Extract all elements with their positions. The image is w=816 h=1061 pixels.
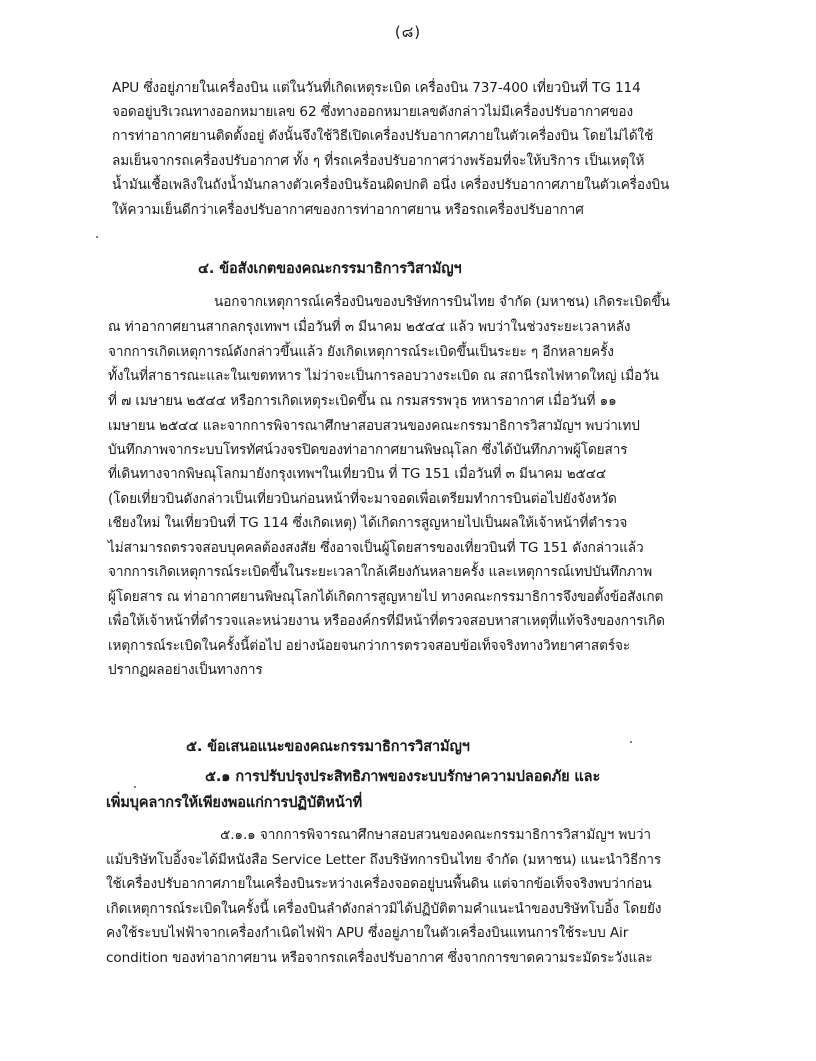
text-line: นอกจากเหตุการณ์เครื่องบินของบริษัทการบินไทย จำกัด (มหาชน) เกิดระเบิดขึ้น bbox=[214, 294, 670, 310]
section-heading-4: ๔. ข้อสังเกตของคณะกรรมาธิการวิสามัญฯ bbox=[198, 261, 462, 277]
text-line: คงใช้ระบบไฟฟ้าจากเครื่องกำเนิดไฟฟ้า APU ซึ่งอยู่ภายในตัวเครื่องบินแทนการใช้ระบบ Air bbox=[106, 925, 629, 941]
text-line: ไม่สามารถตรวจสอบบุคคลต้องสงสัย ซึ่งอาจเป็นผู้โดยสารของเที่ยวบินที่ TG 151 ดังกล่าวแล้ว bbox=[108, 540, 644, 556]
text-line: ผู้โดยสาร ณ ท่าอากาศยานพิษณุโลกได้เกิดการสูญหายไป ทางคณะกรรมาธิการจึงขอตั้งข้อสังเกต bbox=[108, 589, 664, 605]
text-line: น้ำมันเชื้อเพลิงในถังน้ำมันกลางตัวเครื่องบินร้อนผิดปกติ อนึ่ง เครื่องปรับอากาศภายในตัวเครื่องบิน bbox=[112, 177, 670, 193]
text-line: ทั้งในที่สาธารณะและในเขตทหาร ไม่ว่าจะเป็นการลอบวางระเบิด ณ สถานีรถไฟหาดใหญ่ เมื่อวัน bbox=[108, 368, 659, 384]
text-line: จากการเกิดเหตุการณ์ดังกล่าวขึ้นแล้ว ยังเกิดเหตุการณ์ระเบิดขึ้นเป็นระยะ ๆ อีกหลายครั้ง bbox=[108, 344, 614, 360]
text-line: เมษายน ๒๕๔๔ และจากการพิจารณาศึกษาสอบสวนของคณะกรรมาธิการวิสามัญฯ พบว่าเทป bbox=[108, 418, 640, 434]
subsection-heading-5-1-cont: เพิ่มบุคลากรให้เพียงพอแก่การปฏิบัติหน้าที่ bbox=[106, 795, 363, 811]
scan-speck bbox=[630, 741, 632, 743]
text-line: เพื่อให้เจ้าหน้าที่ตำรวจและหน่วยงาน หรือองค์กรที่มีหน้าที่ตรวจสอบหาสาเหตุที่แท้จริงของการเกิด bbox=[108, 613, 665, 629]
text-line: ณ ท่าอากาศยานสากลกรุงเทพฯ เมื่อวันที่ ๓ มีนาคม ๒๕๔๔ แล้ว พบว่าในช่วงระยะเวลาหลัง bbox=[108, 319, 631, 335]
text-line: ปรากฏผลอย่างเป็นทางการ bbox=[108, 662, 263, 678]
page-number: (๘) bbox=[394, 23, 422, 41]
scan-speck bbox=[134, 786, 136, 788]
text-line: จอดอยู่บริเวณทางออกหมายเลข 62 ซึ่งทางออกหมายเลขดังกล่าวไม่มีเครื่องปรับอากาศของ bbox=[112, 104, 634, 120]
text-line: แม้บริษัทโบอิ้งจะได้มีหนังสือ Service Letter ถึงบริษัทการบินไทย จำกัด (มหาชน) แนะนำวิธีการ bbox=[106, 852, 662, 868]
text-line: ลมเย็นจากรถเครื่องปรับอากาศ ทั้ง ๆ ที่รถเครื่องปรับอากาศว่างพร้อมที่จะให้บริการ เป็นเหตุให้ bbox=[112, 153, 645, 169]
subsection-heading-5-1: ๕.๑ การปรับปรุงประสิทธิภาพของระบบรักษาความปลอดภัย และ bbox=[205, 769, 601, 785]
text-line: เหตุการณ์ระเบิดในครั้งนี้ต่อไป อย่างน้อยจนกว่าการตรวจสอบข้อเท็จจริงทางวิทยาศาสตร์จะ bbox=[108, 638, 631, 654]
text-line: ให้ความเย็นดีกว่าเครื่องปรับอากาศของการท่าอากาศยาน หรือรถเครื่องปรับอากาศ bbox=[112, 202, 584, 218]
text-line: ใช้เครื่องปรับอากาศภายในเครื่องบินระหว่างเครื่องจอดอยู่บนพื้นดิน แต่จากข้อเท็จจริงพบว่าก่อน bbox=[106, 876, 652, 892]
text-line: การท่าอากาศยานติดตั้งอยู่ ดังนั้นจึงใช้วิธีเปิดเครื่องปรับอากาศภายในตัวเครื่องบิน โดยไม่ได้ใช้ bbox=[112, 128, 654, 144]
text-line: ที่ ๗ เมษายน ๒๕๔๔ หรือการเกิดเหตุระเบิดขึ้น ณ กรมสรรพวุธ ทหารอากาศ เมื่อวันที่ ๑๑ bbox=[108, 393, 617, 409]
text-line: จากการเกิดเหตุการณ์ระเบิดขึ้นในระยะเวลาใกล้เคียงกันหลายครั้ง และเหตุการณ์เทปบันทึกภาพ bbox=[108, 564, 653, 580]
scan-speck bbox=[96, 236, 98, 238]
text-line: condition ของท่าอากาศยาน หรือจากรถเครื่องปรับอากาศ ซึ่งจากการขาดความระมัดระวังและ bbox=[106, 950, 653, 966]
section-heading-5: ๕. ข้อเสนอแนะของคณะกรรมาธิการวิสามัญฯ bbox=[186, 739, 470, 755]
text-line: (โดยเที่ยวบินดังกล่าวเป็นเที่ยวบินก่อนหน้าที่จะมาจอดเพื่อเตรียมทำการบินต่อไปยังจังหวัด bbox=[108, 491, 617, 507]
text-line: เกิดเหตุการณ์ระเบิดในครั้งนี้ เครื่องบินลำดังกล่าวมิได้ปฏิบัติตามคำแนะนำของบริษัทโบอิ้ง โดยยัง bbox=[106, 901, 662, 917]
text-line: เชียงใหม่ ในเที่ยวบินที่ TG 114 ซึ่งเกิดเหตุ) ได้เกิดการสูญหายไปเป็นผลให้เจ้าหน้าที่ตำรวจ bbox=[108, 515, 628, 531]
text-line: บันทึกภาพจากระบบโทรทัศน์วงจรปิดของท่าอากาศยานพิษณุโลก ซึ่งได้บันทึกภาพผู้โดยสาร bbox=[108, 442, 628, 458]
text-line: ที่เดินทางจากพิษณุโลกมายังกรุงเทพฯในเที่ยวบิน ที่ TG 151 เมื่อวันที่ ๓ มีนาคม ๒๕๔๔ bbox=[108, 466, 607, 482]
text-line: ๕.๑.๑ จากการพิจารณาศึกษาสอบสวนของคณะกรรมาธิการวิสามัญฯ พบว่า bbox=[220, 827, 651, 843]
text-line: APU ซึ่งอยู่ภายในเครื่องบิน แต่ในวันที่เกิดเหตุระเบิด เครื่องบิน 737-400 เที่ยวบินที่ TG 114 bbox=[112, 80, 641, 96]
